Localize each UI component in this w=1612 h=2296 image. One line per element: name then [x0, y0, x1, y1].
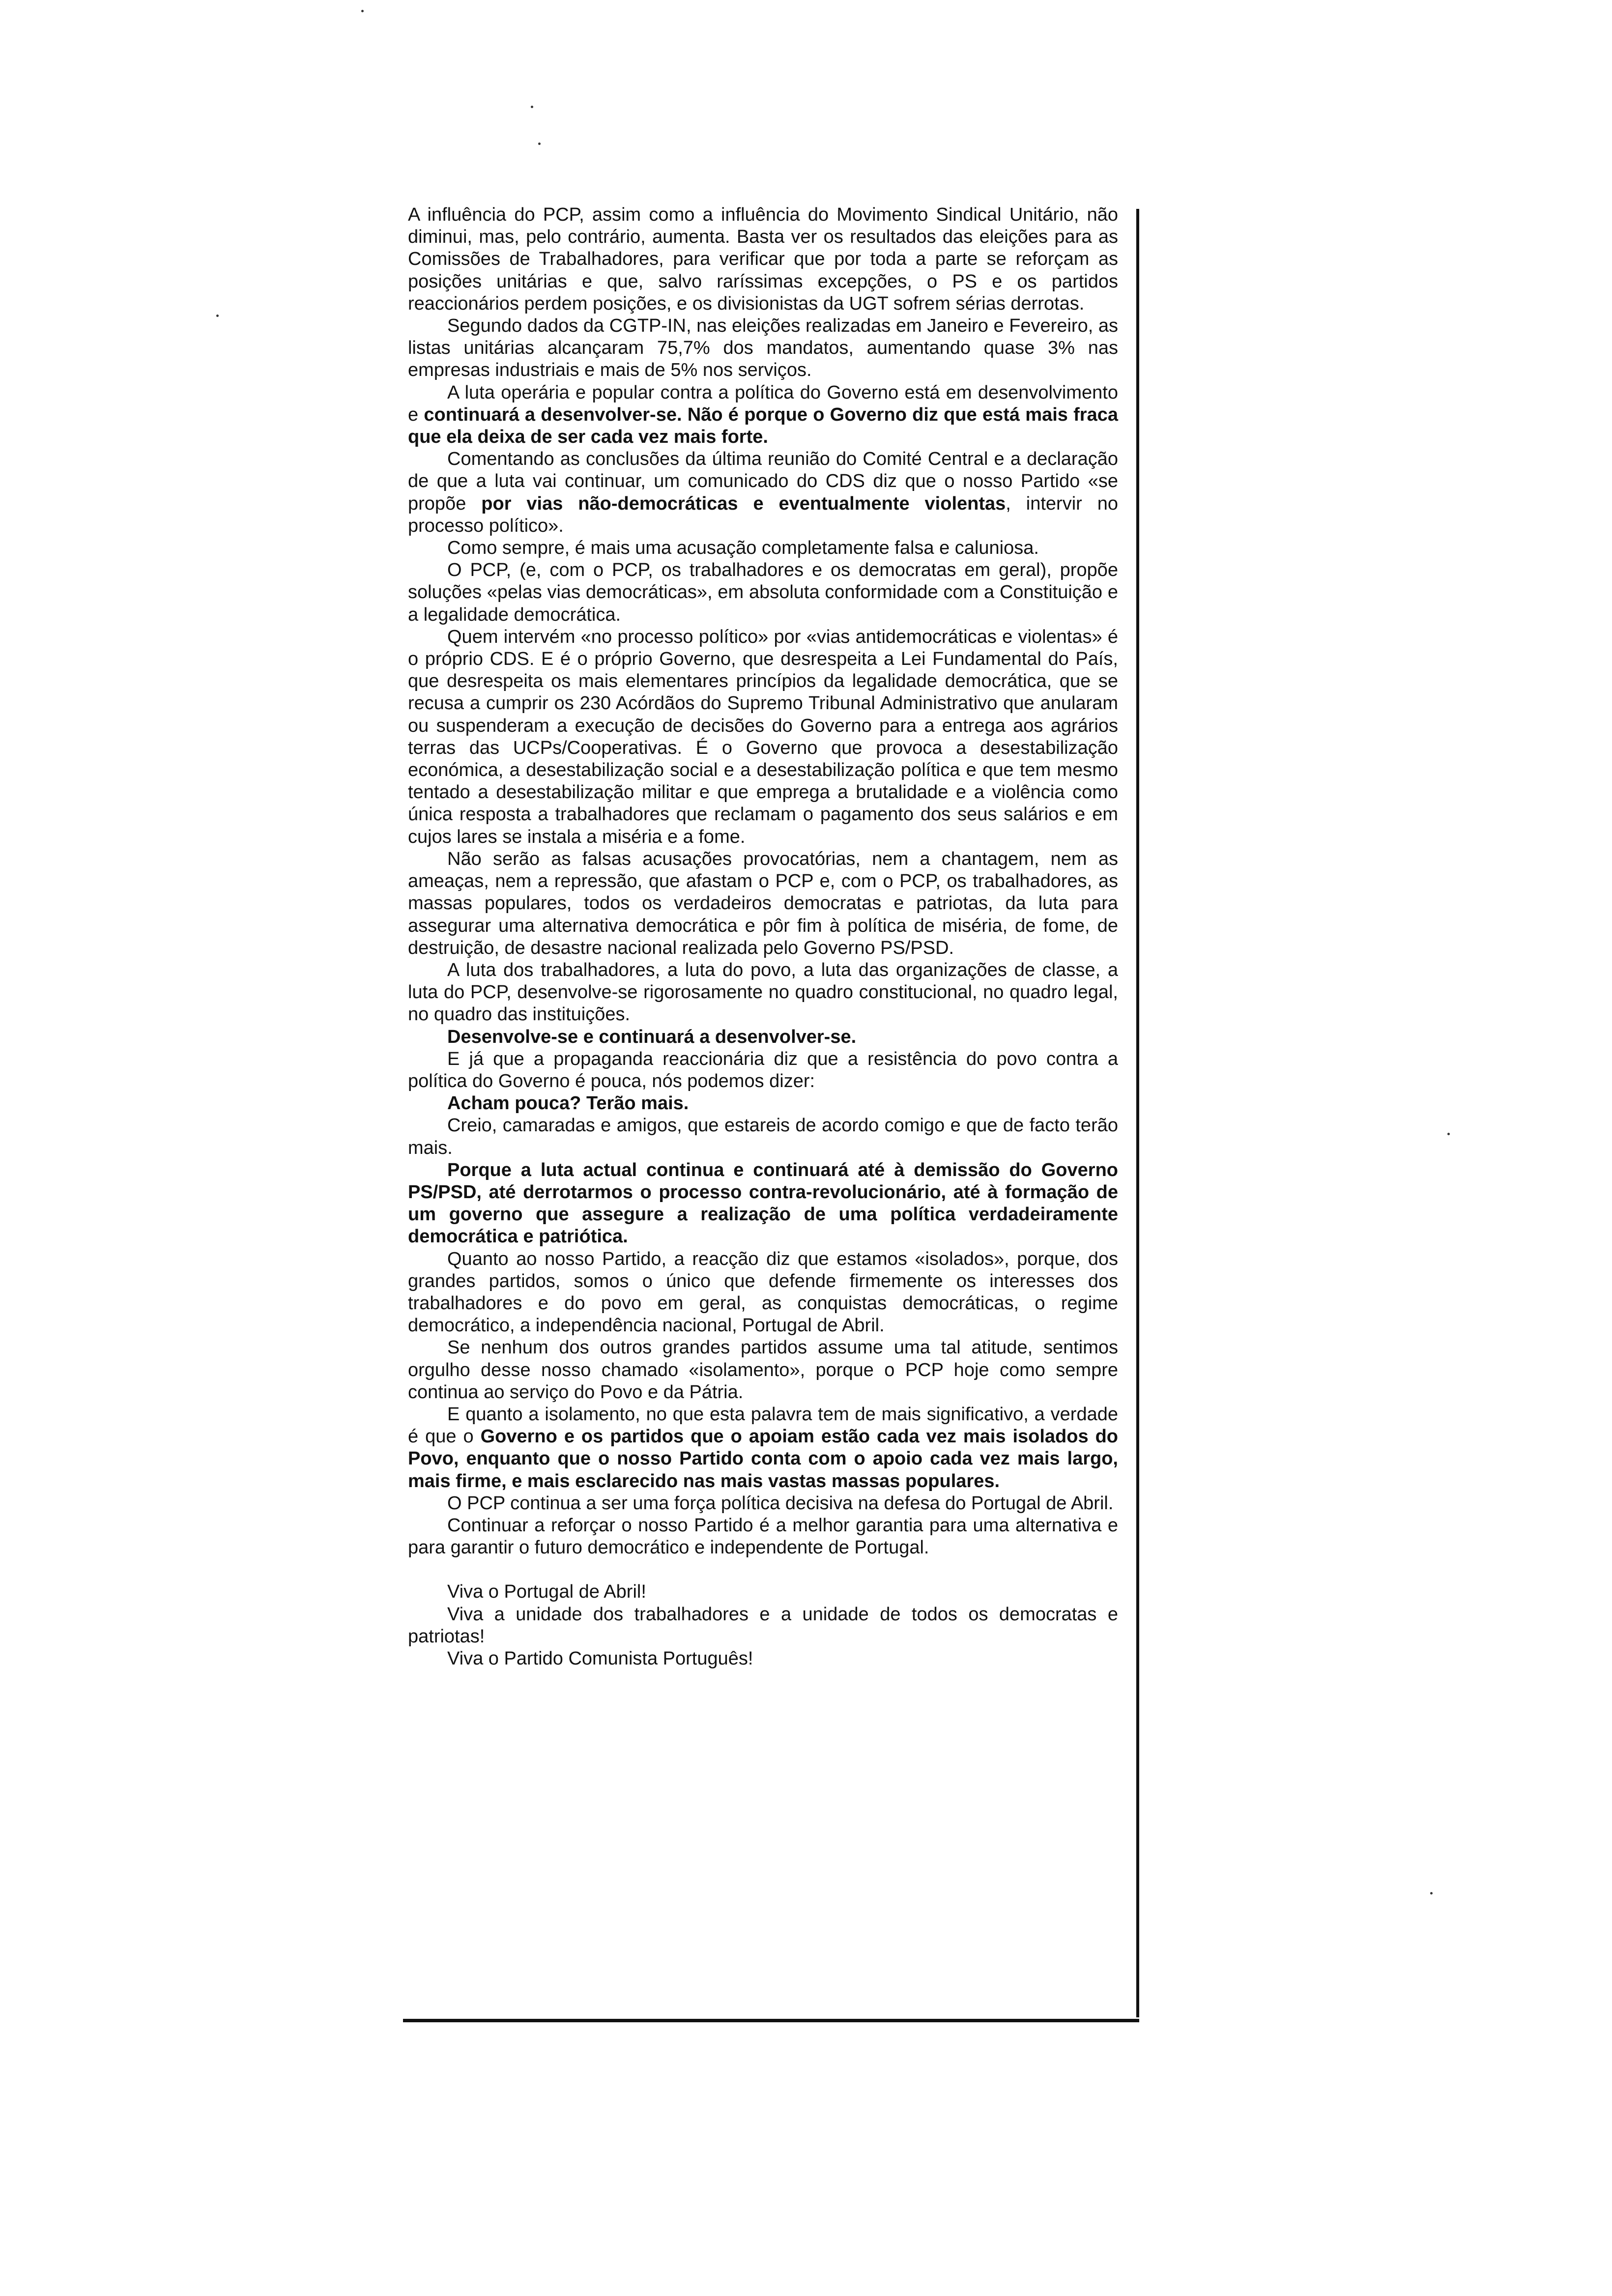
paragraph-p17 [408, 1404, 1118, 1492]
scan-speck [216, 315, 219, 317]
paragraph-p14 [408, 1159, 1118, 1248]
text-run: Comentando as conclusões da última reunião do Comité Central e a declaração de que a luta vai continuar, um comunicado do CDS diz que o nosso Partido «se propõe [408, 449, 1118, 514]
text-run: A luta dos trabalhadores, a luta do povo, a luta das organizações de classe, a luta do PCP, desenvolve-se rigorosamente no quadro constitucional, no quadro legal, no quadro das instituições. [408, 959, 1118, 1025]
scan-speck [1447, 1133, 1450, 1135]
bold-text-run: por vias não-democráticas e eventualmente violentas [481, 493, 1006, 514]
text-run: Segundo dados da CGTP-IN, nas eleições realizadas em Janeiro e Fevereiro, as listas unitárias alcançaram 75,7% dos mandatos, aumentando quase 3% nas empresas industriais e mais de 5% nos serviços. [408, 316, 1118, 381]
horizontal-bottom-rule [403, 2019, 1139, 2022]
text-run: E quanto a isolamento, no que esta palavra tem de mais significativo, a verdade é que o [408, 1404, 1118, 1447]
text-run: Continuar a reforçar o nosso Partido é a melhor garantia para uma alternativa e para garantir o futuro democrático e independente de Portugal. [408, 1515, 1118, 1558]
text-run: Viva a unidade dos trabalhadores e a unidade de todos os democratas e patriotas! [408, 1604, 1118, 1647]
paragraph-p20 [408, 1581, 1118, 1603]
text-run: O PCP, (e, com o PCP, os trabalhadores e os democratas em geral), propõe soluções «pelas vias democráticas», em absoluta conformidade com a Constituição e a legalidade democrática. [408, 560, 1118, 625]
text-run: Não serão as falsas acusações provocatórias, nem a chantagem, nem as ameaças, nem a repressão, que afastam o PCP e, com o PCP, os trabalhadores, as massas populares, todos os verdadeiros democratas e patriotas, da luta para assegurar uma alternativa democrática e pôr fim à política de miséria, de fome, de destruição, de desastre nacional realizada pelo Governo PS/PSD. [408, 848, 1118, 958]
text-run: , intervir no processo político». [408, 493, 1118, 536]
paragraph-p16 [408, 1337, 1118, 1404]
text-run: Quanto ao nosso Partido, a reacção diz que estamos «isolados», porque, dos grandes partidos, somos o único que defende firmemente os interesses dos trabalhadores e do povo em geral, as conquistas democráticas, o regime democrático, a independência nacional, Portugal de Abril. [408, 1248, 1118, 1336]
paragraph-spacer [408, 1559, 1118, 1581]
bold-text-run: Acham pouca? Terão mais. [447, 1093, 689, 1114]
text-run: Quem intervém «no processo político» por «vias antidemocráticas e violentas» é o próprio CDS. E é o próprio Governo, que desrespeita a Lei Fundamental do País, que desrespeita os mais elementares princípios da legalidade democrática, que se recusa a cumprir os 230 Acórdãos do Supremo Tribunal Administrativo que anularam ou suspenderam a execução de decisões do Governo para a entrega aos agrários terras das UCPs/Cooperativas. É o Governo que provoca a desestabilização económica, a desestabilização social e a desestabilização política e que tem mesmo tentado a desestabilização militar e que emprega a brutalidade e a violência como única resposta a trabalhadores que reclamam o pagamento dos seus salários e em cujos lares se instala a miséria e a fome. [408, 626, 1118, 847]
paragraph-p18 [408, 1492, 1118, 1515]
paragraph-p15 [408, 1248, 1118, 1337]
paragraph-p19 [408, 1515, 1118, 1559]
text-run: Viva o Portugal de Abril! [447, 1581, 646, 1603]
paragraph-p22 [408, 1648, 1118, 1670]
paragraph-p5 [408, 537, 1118, 559]
text-run: Viva o Partido Comunista Português! [447, 1648, 753, 1669]
speech-text-column [408, 204, 1118, 1670]
text-run: E já que a propaganda reaccionária diz que a resistência do povo contra a política do Governo é pouca, nós podemos dizer: [408, 1048, 1118, 1091]
paragraph-p13 [408, 1115, 1118, 1159]
scan-speck [361, 10, 364, 12]
paragraph-p7 [408, 626, 1118, 848]
paragraph-p11 [408, 1048, 1118, 1092]
paragraph-p8 [408, 848, 1118, 959]
text-run: Como sempre, é mais uma acusação completamente falsa e caluniosa. [447, 538, 1039, 559]
paragraph-p10 [408, 1026, 1118, 1048]
text-run: O PCP continua a ser uma força política decisiva na defesa do Portugal de Abril. [447, 1492, 1114, 1514]
paragraph-p9 [408, 959, 1118, 1026]
bold-text-run: continuará a desenvolver-se. Não é porque o Governo diz que está mais fraca que ela deixa de ser cada vez mais forte. [408, 404, 1118, 448]
text-run: A luta operária e popular contra a política do Governo está em desenvolvimento e [408, 382, 1118, 425]
vertical-column-rule [1136, 209, 1139, 2017]
paragraph-p3 [408, 382, 1118, 449]
text-run: Creio, camaradas e amigos, que estareis de acordo comigo e que de facto terão mais. [408, 1115, 1118, 1158]
paragraph-p12 [408, 1092, 1118, 1115]
paragraph-p21 [408, 1604, 1118, 1648]
scan-speck [538, 143, 541, 145]
paragraph-p2 [408, 315, 1118, 382]
scan-speck [1430, 1892, 1433, 1894]
paragraph-p6 [408, 559, 1118, 626]
bold-text-run: Desenvolve-se e continuará a desenvolver-se. [447, 1026, 857, 1047]
text-run: Se nenhum dos outros grandes partidos assume uma tal atitude, sentimos orgulho desse nosso chamado «isolamento», porque o PCP hoje como sempre continua ao serviço do Povo e da Pátria. [408, 1337, 1118, 1403]
bold-text-run: Governo e os partidos que o apoiam estão cada vez mais isolados do Povo, enquanto que o nosso Partido conta com o apoio cada vez mais largo, mais firme, e mais esclarecido nas mais vastas massas populares. [408, 1426, 1119, 1492]
bold-text-run: Porque a luta actual continua e continuará até à demissão do Governo PS/PSD, até derrotarmos o processo contra-revolucionário, até à formação de um governo que assegure a realização de uma política verdadeiramente democrática e patriótica. [408, 1159, 1118, 1247]
text-run: A influência do PCP, assim como a influência do Movimento Sindical Unitário, não diminui, mas, pelo contrário, aumenta. Basta ver os resultados das eleições para as Comissões de Trabalhadores, para verificar que por toda a parte se reforçam as posições unitárias e que, salvo raríssimas excepções, o PS e os partidos reaccionários perdem posições, e os divisionistas da UGT sofrem sérias derrotas. [408, 204, 1118, 314]
paragraph-p1 [408, 204, 1118, 315]
scan-speck [531, 106, 533, 108]
paragraph-p4 [408, 448, 1118, 537]
